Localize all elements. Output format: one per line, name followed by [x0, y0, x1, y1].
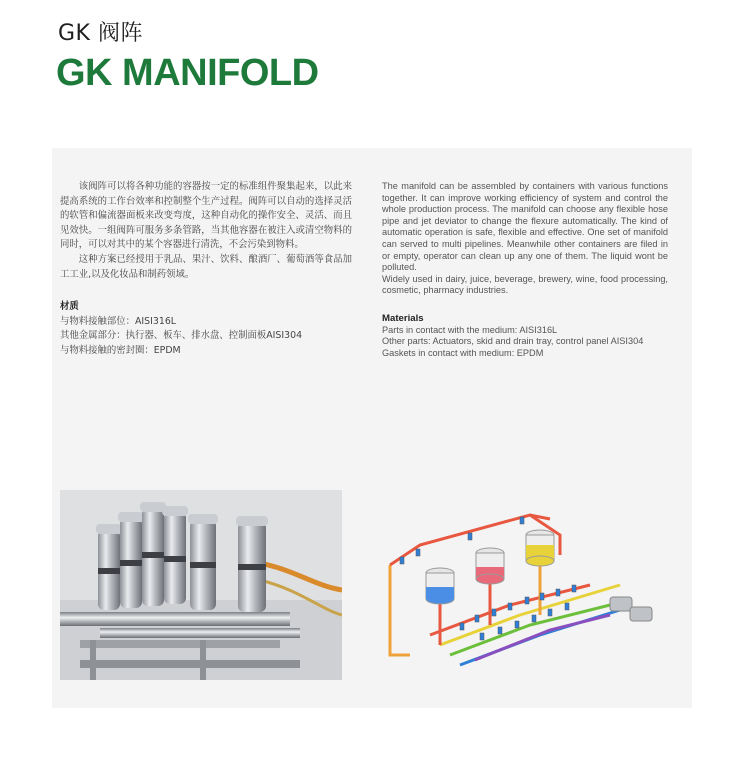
page-title-chinese: GK 阀阵 — [58, 21, 143, 46]
en-materials-line: Gaskets in contact with medium: EPDM — [382, 347, 544, 358]
en-materials-line: Other parts: Actuators, skid and drain tray, control panel AISI304 — [382, 336, 644, 347]
manifold-photo-illustration — [60, 490, 342, 680]
page-title-english: GK MANIFOLD — [56, 52, 319, 94]
en-paragraph: Widely used in dairy, juice, beverage, brewery, wine, food processing, cosmetic, pharmacy industries. — [382, 273, 668, 296]
en-paragraph: The manifold can be assembled by containers with various functions together. It can improve working efficiency of system and control the whole production process. The manifold can choose any flexible hose pipe and jet deviator to change the flexure automatically. The kind of automatic operation is safe, flexible and effective. One set of manifold can served to multi pipelines. Meanwhile other containers are filed in or empty, operator can clean up any one of them. The liquid wont be polluted. — [382, 181, 668, 273]
chinese-description-column — [60, 180, 352, 359]
manifold-photo — [60, 490, 342, 680]
cn-paragraph: 这种方案已经授用于乳品、果汁、饮料、酿酒厂、葡萄酒等食品加工工业,以及化妆品和制药领域。 — [60, 253, 352, 280]
cn-materials-line: 与物料接触部位：AISI316L — [60, 315, 177, 327]
english-description-column — [382, 181, 668, 359]
manifold-piping-diagram — [380, 505, 665, 675]
en-materials-line: Parts in contact with the medium: AISI316L — [382, 324, 558, 335]
piping-diagram-illustration — [380, 505, 665, 675]
cn-paragraph: 该阀阵可以将各种功能的容器按一定的标准组件聚集起来，以此来提高系统的工作台效率和控制整个生产过程。阀阵可以自动的选择灵活的软管和偏流器面板来改变弯度，这种自动化的操作安全、灵活、而且见效快。一组阀阵可服务多条管路，当其他容器在被注入或清空物料的同时，可以对其中的某个容器进行清洗，不会污染到物料。 — [60, 181, 352, 251]
en-materials-heading: Materials — [382, 312, 424, 324]
cn-materials-line: 其他金属部分：执行器、板车、排水盘、控制面板AISI304 — [60, 330, 303, 342]
cn-materials-heading: 材质 — [60, 301, 79, 313]
cn-materials-line: 与物料接触的密封圈：EPDM — [60, 344, 181, 356]
